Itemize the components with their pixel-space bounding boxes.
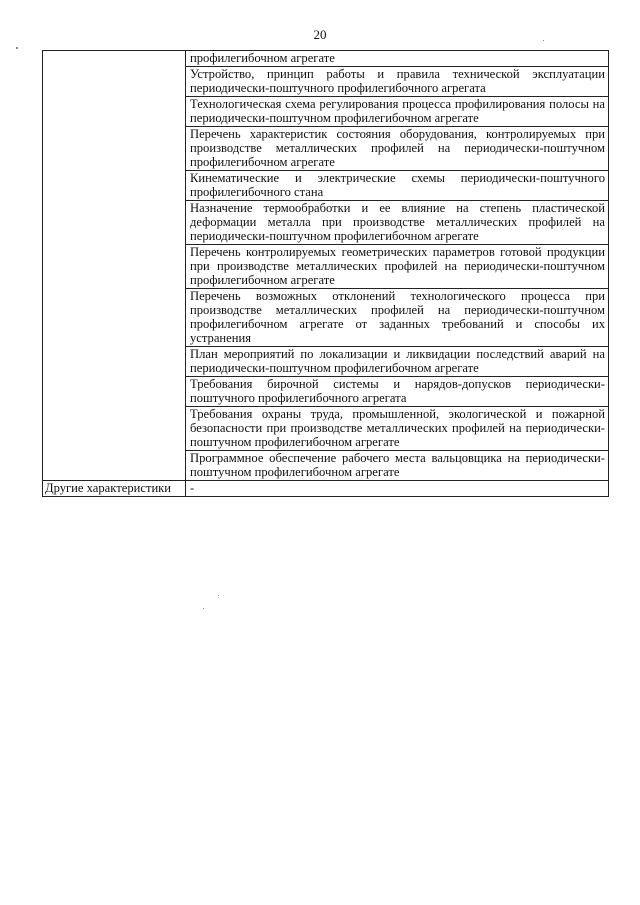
scan-speck <box>203 608 204 609</box>
knowledge-item: Технологическая схема регулирования процесса профилирования полосы на периодически-поштучном профилегибочном агрегате <box>186 97 609 127</box>
scan-speck <box>218 595 219 596</box>
knowledge-item: Перечень возможных отклонений технологического процесса при производстве металлических профилей на периодически-поштучном профилегибочном агрегате от заданных требований и способы их устранения <box>186 289 609 347</box>
table-row <box>43 51 609 67</box>
knowledge-item: Перечень контролируемых геометрических параметров готовой продукции при производстве металлических профилей на периодически-поштучном профилегибочном агрегате <box>186 245 609 289</box>
knowledge-item: Программное обеспечение рабочего места вальцовщика на периодически-поштучном профилегибочном агрегате <box>186 451 609 481</box>
knowledge-item: Требования бирочной системы и нарядов-допусков периодически-поштучного профилегибочного агрегата <box>186 377 609 407</box>
table-row <box>43 481 609 497</box>
knowledge-label-cell <box>43 51 186 481</box>
page-number: 20 <box>313 27 327 42</box>
requirements-table <box>42 50 609 497</box>
knowledge-item: Требования охраны труда, промышленной, экологической и пожарной безопасности при производстве металлических профилей на периодически-поштучном профилегибочном агрегате <box>186 407 609 451</box>
other-characteristics-value: - <box>186 481 609 497</box>
scan-speck <box>16 47 18 49</box>
knowledge-item: Перечень характеристик состояния оборудования, контролируемых при производстве металлических профилей на периодически-поштучном профилегибочном агрегате <box>186 127 609 171</box>
knowledge-item: Кинематические и электрические схемы периодически-поштучного профилегибочного стана <box>186 171 609 201</box>
knowledge-item: профилегибочном агрегате <box>186 51 609 67</box>
other-characteristics-label: Другие характеристики <box>43 481 186 497</box>
scan-speck <box>543 40 544 41</box>
knowledge-item: Устройство, принцип работы и правила технической эксплуатации периодически-поштучного профилегибочного агрегата <box>186 67 609 97</box>
knowledge-item: План мероприятий по локализации и ликвидации последствий аварий на периодически-поштучном профилегибочном агрегате <box>186 347 609 377</box>
knowledge-item: Назначение термообработки и ее влияние на степень пластической деформации металла при производстве металлических профилей на периодически-поштучном профилегибочном агрегате <box>186 201 609 245</box>
